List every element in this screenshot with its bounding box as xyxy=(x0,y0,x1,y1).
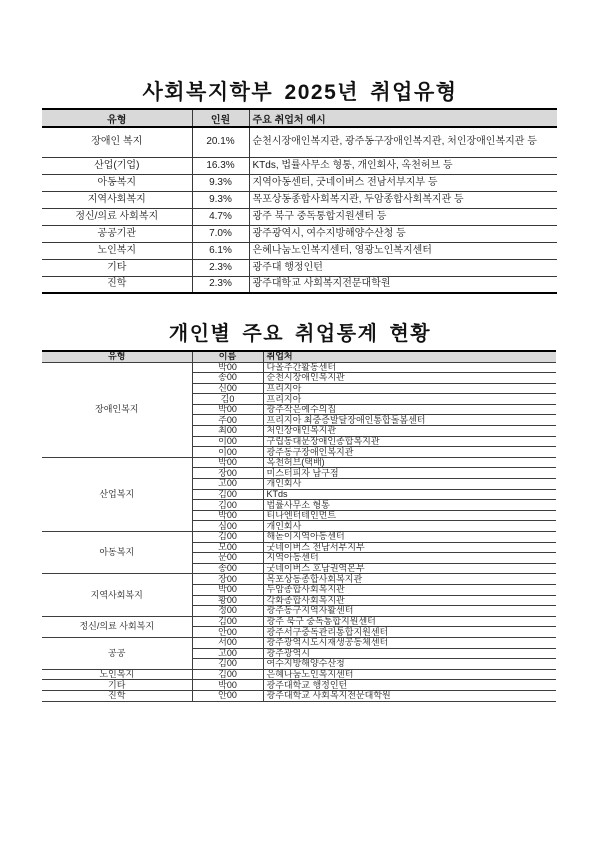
table-row xyxy=(42,127,557,157)
percent-cell: 4.7% xyxy=(192,208,249,225)
name-cell: 최00 xyxy=(192,426,263,437)
type-group-cell: 아동복지 xyxy=(42,532,192,574)
name-cell: 박00 xyxy=(192,680,263,691)
type-cell: 공공기관 xyxy=(42,225,192,242)
page-title: 사회복지학부 2025년 취업유형 xyxy=(142,81,458,104)
workplace-cell: 구립동대문장애인종합복지관 xyxy=(263,436,556,447)
examples-cell: 광주광역시, 여수지방해양수산청 등 xyxy=(249,225,557,242)
name-cell: 김00 xyxy=(192,669,263,680)
type-cell: 정신/의료 사회복지 xyxy=(42,208,192,225)
workplace-cell: 목포상동종합사회복지관 xyxy=(263,574,556,585)
table-row xyxy=(42,276,557,293)
name-cell: 박00 xyxy=(192,584,263,595)
individual-statistics-table-body xyxy=(42,362,556,701)
type-group-cell: 지역사회복지 xyxy=(42,574,192,616)
name-cell: 박00 xyxy=(192,362,263,373)
col-header-type: 유형 xyxy=(42,351,192,362)
table-header-row xyxy=(42,109,557,127)
workplace-cell: 각화종합사회복지관 xyxy=(263,595,556,606)
table-header-row xyxy=(42,351,556,362)
examples-cell: KTds, 법률사무소 형통, 개인회사, 옥천허브 등 xyxy=(249,157,557,174)
table-row xyxy=(42,242,557,259)
name-cell: 송00 xyxy=(192,373,263,384)
workplace-cell: 광주대학교 사회복지전문대학원 xyxy=(263,690,556,701)
percent-cell: 6.1% xyxy=(192,242,249,259)
workplace-cell: 처인장애인복지관 xyxy=(263,426,556,437)
type-group-cell: 진학 xyxy=(42,690,192,701)
workplace-cell: 광주 북구 중독통합지원센터 xyxy=(263,616,556,627)
workplace-cell: 개인회사 xyxy=(263,479,556,490)
type-group-cell: 노인복지 xyxy=(42,669,192,680)
type-group-cell: 장애인복지 xyxy=(42,362,192,457)
name-cell: 안00 xyxy=(192,627,263,638)
percent-cell: 9.3% xyxy=(192,174,249,191)
table-row xyxy=(42,669,556,680)
name-cell: 김00 xyxy=(192,489,263,500)
workplace-cell: 법률사무소 형통 xyxy=(263,500,556,511)
percent-cell: 7.0% xyxy=(192,225,249,242)
name-cell: 심00 xyxy=(192,521,263,532)
name-cell: 주00 xyxy=(192,415,263,426)
name-cell: 서00 xyxy=(192,637,263,648)
table-row xyxy=(42,362,556,373)
percent-cell: 2.3% xyxy=(192,259,249,276)
table-row xyxy=(42,532,556,543)
name-cell: 김0 xyxy=(192,394,263,405)
section-title: 개인별 주요 취업통계 현황 xyxy=(168,323,432,345)
name-cell: 모00 xyxy=(192,542,263,553)
percent-cell: 16.3% xyxy=(192,157,249,174)
workplace-cell: 굿네이버스 호남권역본부 xyxy=(263,563,556,574)
workplace-cell: 굿네이버스 전남서부지부 xyxy=(263,542,556,553)
workplace-cell: 프리지아 최중증발달장애인통합돌봄센터 xyxy=(263,415,556,426)
workplace-cell: 프리지아 xyxy=(263,394,556,405)
table-row xyxy=(42,208,557,225)
examples-cell: 목포상동종합사회복지관, 두암종합사회복지관 등 xyxy=(249,191,557,208)
type-cell: 장애인 복지 xyxy=(42,127,192,157)
workplace-cell: 여수지방해양수산청 xyxy=(263,659,556,670)
table-row xyxy=(42,157,557,174)
percent-cell: 20.1% xyxy=(192,127,249,157)
workplace-cell: 광주작은예수의집 xyxy=(263,404,556,415)
workplace-cell: 광주동구지역자활센터 xyxy=(263,606,556,617)
employment-type-table xyxy=(42,108,557,294)
table-row xyxy=(42,574,556,585)
type-group-cell: 정신/의료 사회복지 xyxy=(42,616,192,637)
type-cell: 진학 xyxy=(42,276,192,293)
workplace-cell: 광주서구중독관리통합지원센터 xyxy=(263,627,556,638)
col-header-examples: 주요 취업처 예시 xyxy=(249,109,557,127)
type-group-cell: 산업복지 xyxy=(42,457,192,531)
name-cell: 장00 xyxy=(192,574,263,585)
workplace-cell: 프리지아 xyxy=(263,383,556,394)
table-row xyxy=(42,225,557,242)
table-row xyxy=(42,457,556,468)
type-cell: 지역사회복지 xyxy=(42,191,192,208)
name-cell: 박00 xyxy=(192,404,263,415)
examples-cell: 순천시장애인복지관, 광주동구장애인복지관, 처인장애인복지관 등 xyxy=(249,127,557,157)
examples-cell: 광주 북구 중독통합지원센터 등 xyxy=(249,208,557,225)
workplace-cell: 광주광역시도시재생공동체센터 xyxy=(263,637,556,648)
name-cell: 김00 xyxy=(192,659,263,670)
type-cell: 산업(기업) xyxy=(42,157,192,174)
workplace-cell: 해돋이지역아동센터 xyxy=(263,532,556,543)
name-cell: 문00 xyxy=(192,553,263,564)
name-cell: 장00 xyxy=(192,468,263,479)
name-cell: 고00 xyxy=(192,479,263,490)
table-row xyxy=(42,259,557,276)
col-header-name: 이름 xyxy=(192,351,263,362)
col-header-count: 인원 xyxy=(192,109,249,127)
col-header-type: 유형 xyxy=(42,109,192,127)
table-row xyxy=(42,690,556,701)
examples-cell: 은혜나눔노인복지센터, 영광노인복지센터 xyxy=(249,242,557,259)
name-cell: 이00 xyxy=(192,436,263,447)
name-cell: 신00 xyxy=(192,383,263,394)
examples-cell: 광주대학교 사회복지전문대학원 xyxy=(249,276,557,293)
name-cell: 김00 xyxy=(192,500,263,511)
workplace-cell: KTds xyxy=(263,489,556,500)
name-cell: 고00 xyxy=(192,648,263,659)
workplace-cell: 은혜나눔노인복지센터 xyxy=(263,669,556,680)
name-cell: 송00 xyxy=(192,563,263,574)
workplace-cell: 다올주간활동센터 xyxy=(263,362,556,373)
workplace-cell: 두암종합사회복지관 xyxy=(263,584,556,595)
type-group-cell: 기타 xyxy=(42,680,192,691)
name-cell: 안00 xyxy=(192,690,263,701)
type-cell: 아동복지 xyxy=(42,174,192,191)
workplace-cell: 광주동구장애인복지관 xyxy=(263,447,556,458)
type-group-cell: 공공 xyxy=(42,637,192,669)
name-cell: 황00 xyxy=(192,595,263,606)
name-cell: 박00 xyxy=(192,510,263,521)
individual-statistics-table xyxy=(42,350,556,702)
table-row xyxy=(42,174,557,191)
workplace-cell: 옥천허브(택배) xyxy=(263,457,556,468)
table-row xyxy=(42,616,556,627)
table-row xyxy=(42,680,556,691)
workplace-cell: 광주대학교 행정인턴 xyxy=(263,680,556,691)
workplace-cell: 미스터피자 남구점 xyxy=(263,468,556,479)
name-cell: 이00 xyxy=(192,447,263,458)
percent-cell: 9.3% xyxy=(192,191,249,208)
employment-type-table-body xyxy=(42,127,557,293)
workplace-cell: 광주광역시 xyxy=(263,648,556,659)
name-cell: 정00 xyxy=(192,606,263,617)
type-cell: 기타 xyxy=(42,259,192,276)
name-cell: 김00 xyxy=(192,616,263,627)
type-cell: 노인복지 xyxy=(42,242,192,259)
table-row xyxy=(42,191,557,208)
examples-cell: 지역아동센터, 굿네이버스 전남서부지부 등 xyxy=(249,174,557,191)
table-row xyxy=(42,637,556,648)
examples-cell: 광주대 행정인턴 xyxy=(249,259,557,276)
workplace-cell: 지역아동센터 xyxy=(263,553,556,564)
percent-cell: 2.3% xyxy=(192,276,249,293)
name-cell: 김00 xyxy=(192,532,263,543)
col-header-workplace: 취업처 xyxy=(263,351,556,362)
workplace-cell: 순천시장애인복지관 xyxy=(263,373,556,384)
workplace-cell: 티나엔터테인먼트 xyxy=(263,510,556,521)
workplace-cell: 개인회사 xyxy=(263,521,556,532)
name-cell: 박00 xyxy=(192,457,263,468)
